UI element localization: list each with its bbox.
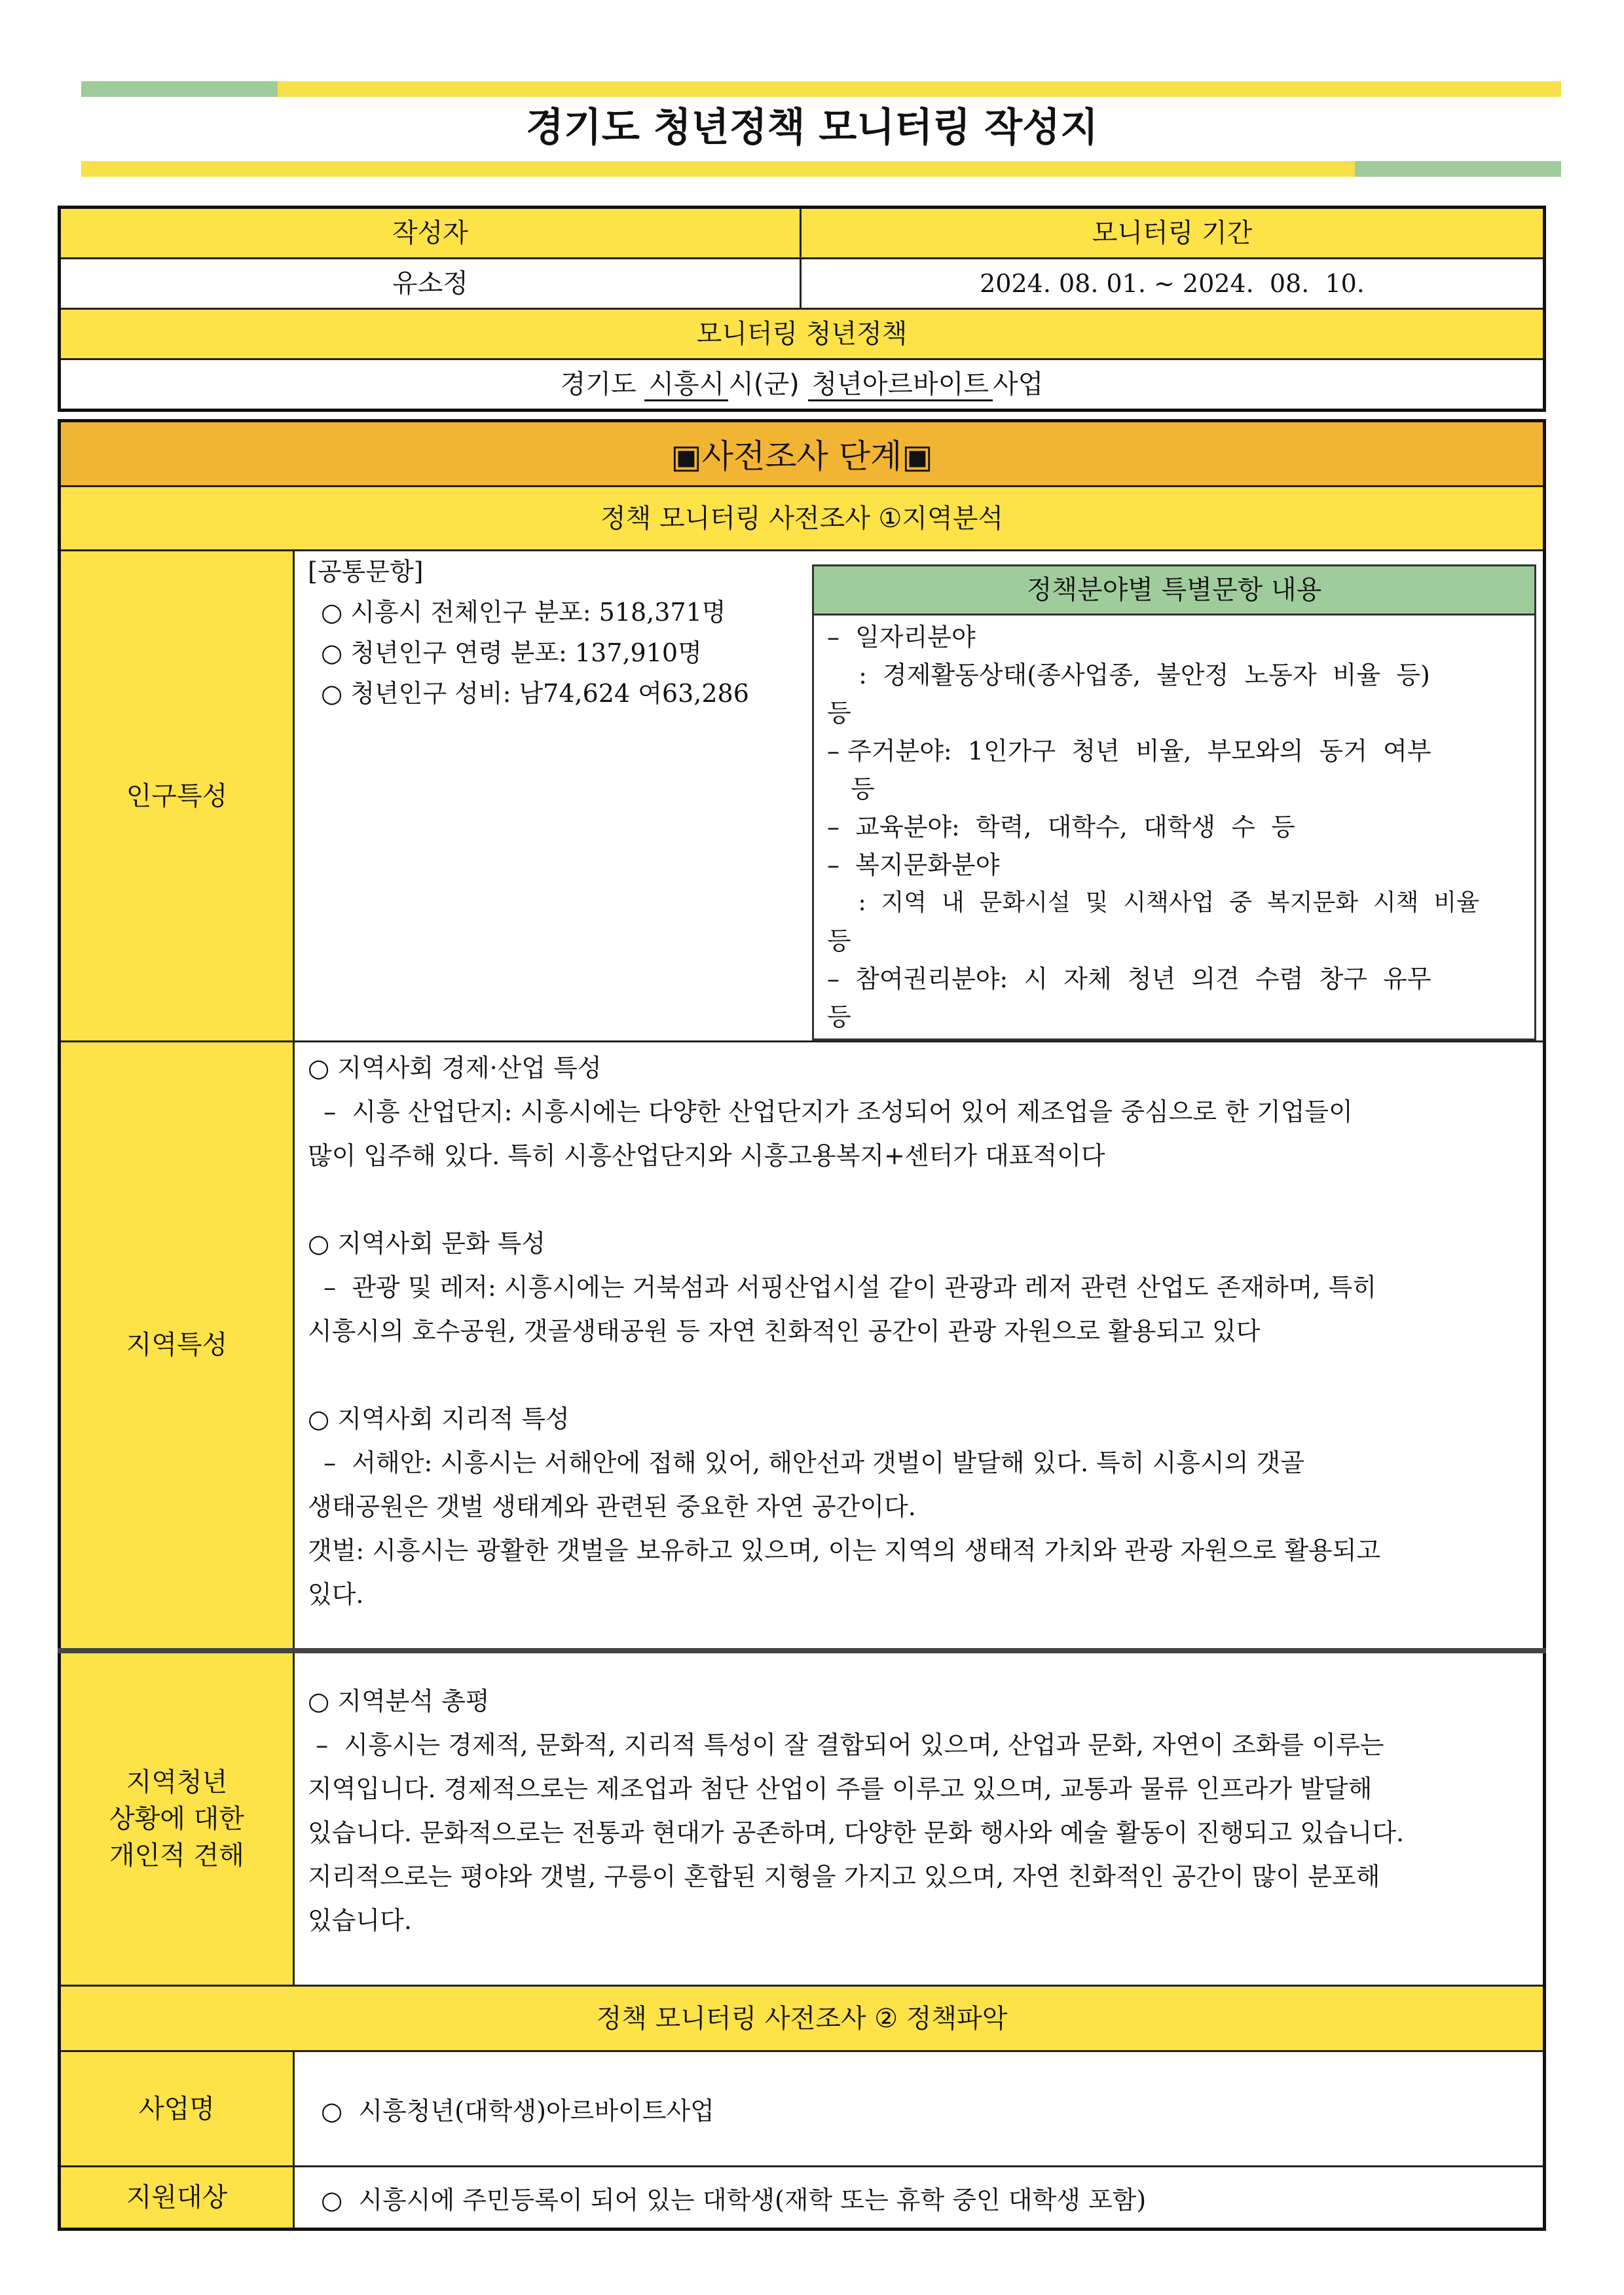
top-accent-green-bar xyxy=(81,81,278,97)
special-items-body xyxy=(814,615,1534,1038)
opinion-content xyxy=(294,1651,1545,1986)
opinion-line: 있습니다. xyxy=(308,1905,412,1935)
region-line: ○ 지역사회 지리적 특성 xyxy=(308,1405,570,1433)
project-value: ○ 시흥청년(대학생)아르바이트사업 xyxy=(294,2051,1545,2167)
author-header: 작성자 xyxy=(60,208,801,259)
special-items-box xyxy=(812,564,1536,1040)
special-line: 등 xyxy=(827,1002,851,1031)
city-suffix: 시(군) xyxy=(728,369,800,399)
opinion-line: 지리적으로는 평야와 갯벌, 구릉이 혼합된 지형을 가지고 있으며, 자연 친화적인 공간이 많이 분포해 xyxy=(308,1862,1380,1891)
region-line: ○ 지역사회 문화 특성 xyxy=(308,1229,546,1258)
region-line: 생태공원은 갯벌 생태계와 관련된 중요한 자연 공간이다. xyxy=(308,1492,916,1521)
project-label: 사업명 xyxy=(60,2051,294,2167)
region-content xyxy=(294,1042,1545,1651)
section2-title: 정책 모니터링 사전조사 ② 정책파악 xyxy=(60,1986,1545,2051)
population-item: ○ 청년인구 성비: 남74,624 여63,286 xyxy=(321,679,749,708)
opinion-label-line: 개인적 견해 xyxy=(109,1840,244,1871)
special-line: 등 xyxy=(851,775,875,803)
opinion-label-line: 상황에 대한 xyxy=(109,1803,244,1834)
special-line: 등 xyxy=(827,927,851,955)
region-line: 시흥시의 호수공원, 갯골생태공원 등 자연 친화적인 공간이 관광 자원으로 활용되고 있다 xyxy=(308,1317,1261,1346)
city-name: 시흥시 xyxy=(644,369,728,401)
policy-value xyxy=(60,359,1545,411)
region-label: 지역특성 xyxy=(60,1042,294,1651)
special-line: 등 xyxy=(827,699,851,727)
target-label: 지원대상 xyxy=(60,2167,294,2230)
population-item: ○ 청년인구 연령 분포: 137,910명 xyxy=(321,638,702,667)
region-line: 갯벌: 시흥시는 광활한 갯벌을 보유하고 있으며, 이는 지역의 생태적 가치와 관광 자원으로 활용되고 xyxy=(308,1536,1381,1565)
page-title: 경기도 청년정책 모니터링 작성지 xyxy=(525,105,1099,151)
special-line: – 교육분야: 학력, 대학수, 대학생 수 등 xyxy=(827,813,1295,841)
special-line: : 경제활동상태(종사업종, 불안정 노동자 비율 등) xyxy=(851,661,1430,689)
opinion-line: 있습니다. 문화적으로는 전통과 현대가 공존하며, 다양한 문화 행사와 예술 활동이 진행되고 있습니다. xyxy=(308,1818,1405,1847)
bottom-accent-yellow-bar xyxy=(81,161,1355,177)
special-items-title: 정책분야별 특별문항 내용 xyxy=(814,566,1534,615)
period-header: 모니터링 기간 xyxy=(801,208,1545,259)
period-value: 2024. 08. 01. ~ 2024. 08. 10. xyxy=(801,259,1545,309)
section1-title: 정책 모니터링 사전조사 ①지역분석 xyxy=(60,487,1545,551)
opinion-label xyxy=(60,1651,294,1986)
opinion-label-line: 지역청년 xyxy=(126,1767,228,1797)
program-suffix: 사업 xyxy=(992,369,1044,399)
policy-prefix: 경기도 xyxy=(560,369,637,399)
common-header: [공통문항] xyxy=(308,557,424,586)
program-name: 청년아르바이트 xyxy=(808,369,993,401)
author-value: 유소정 xyxy=(60,259,801,309)
special-line: : 지역 내 문화시설 및 시책사업 중 복지문화 시책 비율 xyxy=(851,889,1479,916)
info-table xyxy=(58,206,1546,412)
bottom-accent-green-bar xyxy=(1355,161,1561,177)
region-line: 있다. xyxy=(308,1580,364,1609)
opinion-line: ○ 지역분석 총평 xyxy=(308,1686,490,1716)
region-line: – 시흥 산업단지: 시흥시에는 다양한 산업단지가 조성되어 있어 제조업을 중심으로 한 기업들이 xyxy=(308,1097,1353,1126)
special-line: – 참여권리분야: 시 자체 청년 의견 수렴 창구 유무 xyxy=(827,964,1431,993)
opinion-line: 지역입니다. 경제적으로는 제조업과 첨단 산업이 주를 이루고 있으며, 교통과 물류 인프라가 발달해 xyxy=(308,1774,1373,1803)
top-accent-yellow-bar xyxy=(278,81,1561,97)
region-line: – 관광 및 레저: 시흥시에는 거북섬과 서핑산업시설 같이 관광과 레저 관련 산업도 존재하며, 특히 xyxy=(308,1273,1377,1302)
population-item: ○ 시흥시 전체인구 분포: 518,371명 xyxy=(321,598,726,627)
special-line: – 복지문화분야 xyxy=(827,851,1000,879)
special-line: – 일자리분야 xyxy=(827,623,976,652)
stage-title: ▣사전조사 단계▣ xyxy=(60,421,1545,487)
policy-header: 모니터링 청년정책 xyxy=(60,309,1545,359)
opinion-line: – 시흥시는 경제적, 문화적, 지리적 특성이 잘 결합되어 있으며, 산업과 문화, 자연이 조화를 이루는 xyxy=(308,1730,1384,1759)
region-line: – 서해안: 시흥시는 서해안에 접해 있어, 해안선과 갯벌이 발달해 있다. 특히 시흥시의 갯골 xyxy=(308,1448,1304,1477)
special-line: – 주거분야: 1인가구 청년 비율, 부모와의 동거 여부 xyxy=(827,737,1431,765)
population-label: 인구특성 xyxy=(60,551,294,1042)
region-line: 많이 입주해 있다. 특히 시흥산업단지와 시흥고용복지+센터가 대표적이다 xyxy=(308,1141,1105,1170)
target-value: ○ 시흥시에 주민등록이 되어 있는 대학생(재학 또는 휴학 중인 대학생 포함) xyxy=(294,2167,1545,2230)
region-line: ○ 지역사회 경제·산업 특성 xyxy=(308,1054,602,1082)
